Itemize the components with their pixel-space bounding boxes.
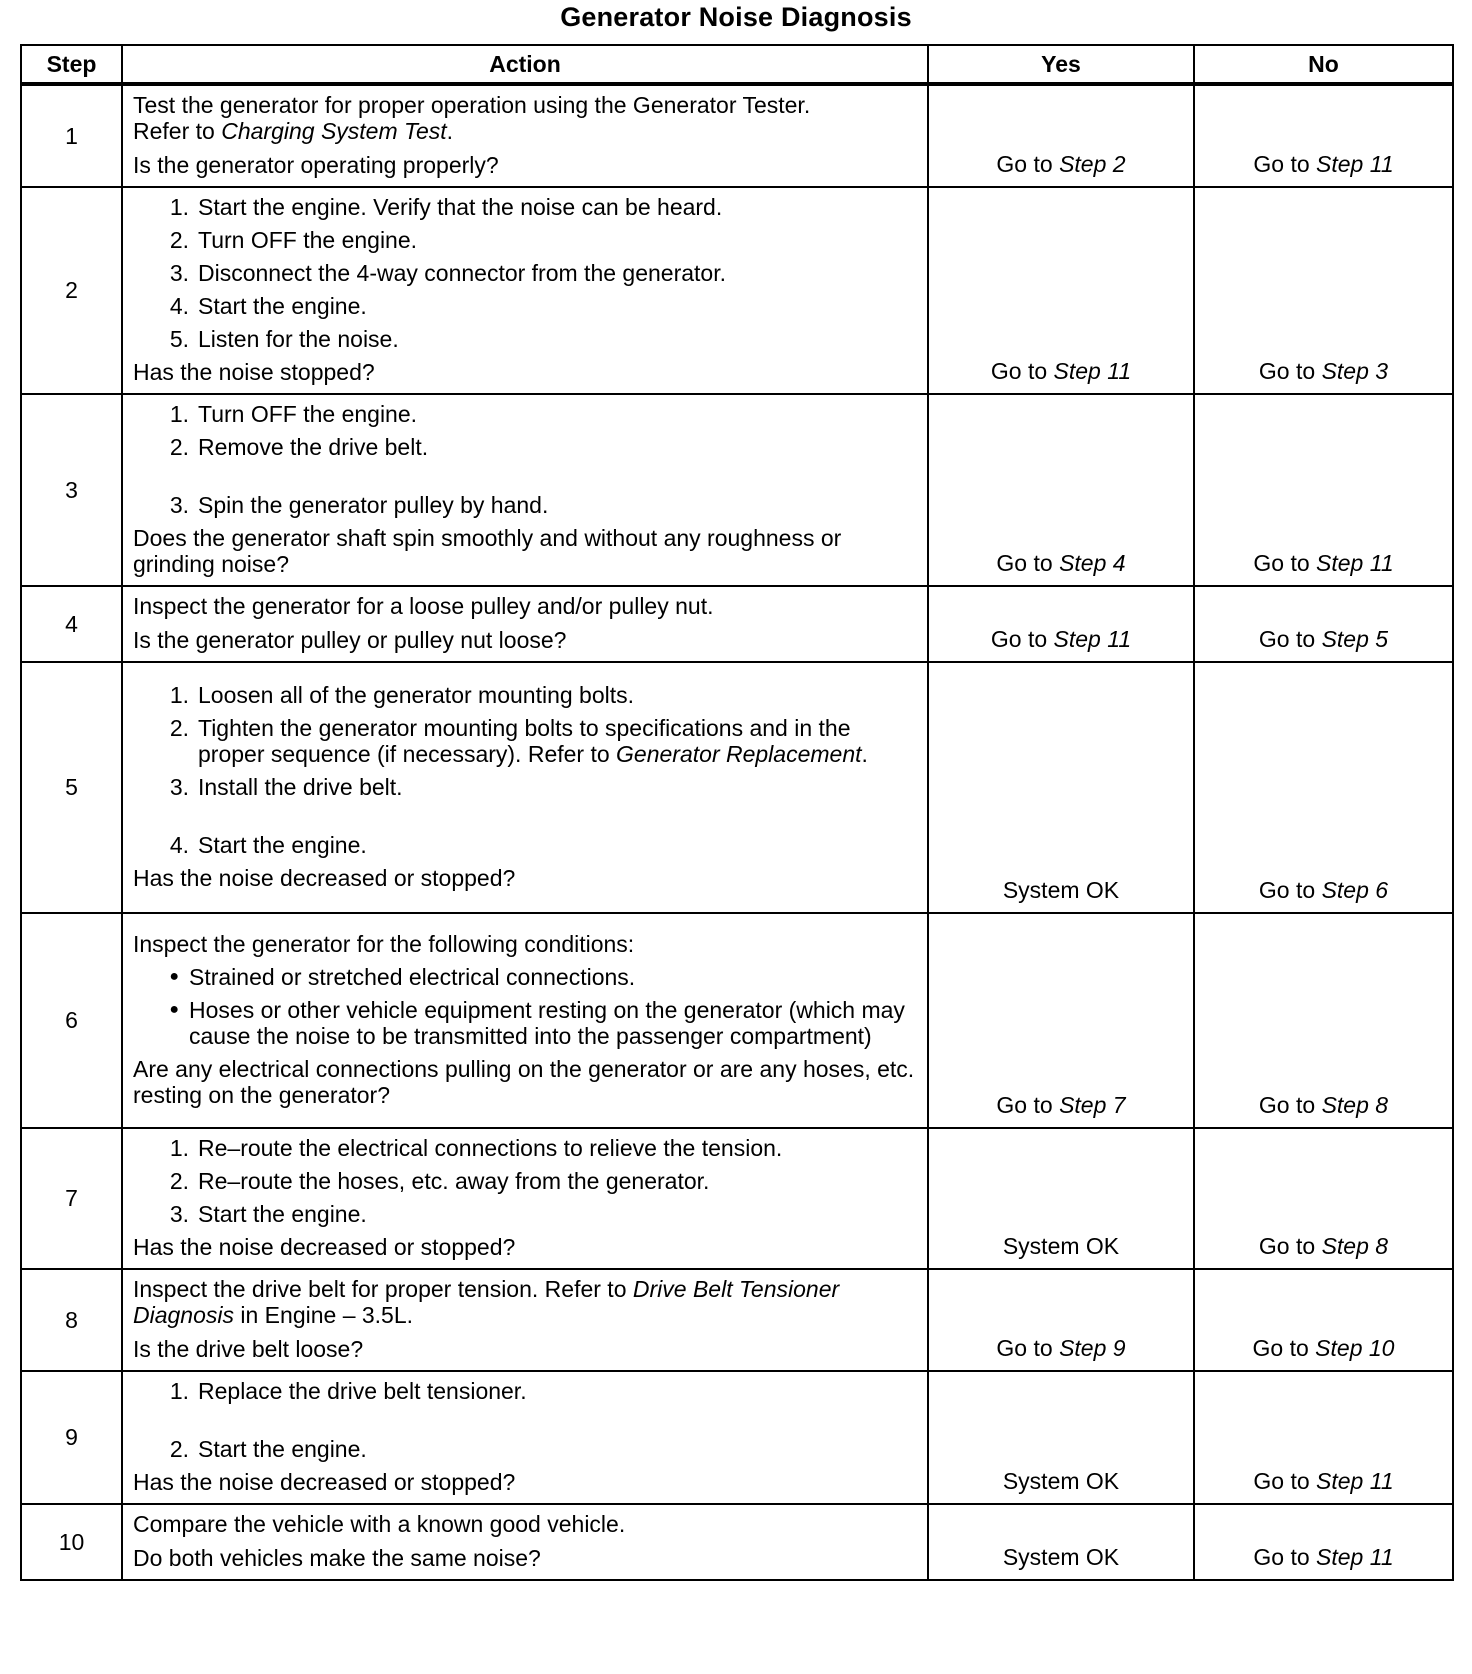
yes-cell: Go to Step 11 xyxy=(928,187,1194,394)
header-yes: Yes xyxy=(928,45,1194,84)
action-question: Do both vehicles make the same noise? xyxy=(133,1545,541,1571)
list-item: 3. Start the engine. xyxy=(169,1201,367,1227)
action-cell xyxy=(122,1128,928,1269)
step-number: 7 xyxy=(21,1128,122,1269)
table-row xyxy=(21,1504,1453,1580)
action-cell xyxy=(122,586,928,662)
list-item: 2. Turn OFF the engine. xyxy=(169,227,418,253)
action-intro: Inspect the generator for the following conditions: xyxy=(133,931,635,957)
page-title: Generator Noise Diagnosis xyxy=(560,2,912,32)
step-number: 4 xyxy=(21,586,122,662)
header-step: Step xyxy=(21,45,122,84)
table-row xyxy=(21,662,1453,913)
list-item: 2. Re–route the hoses, etc. away from the generator. xyxy=(169,1168,710,1194)
table-header-row xyxy=(21,45,1453,84)
yes-cell: System OK xyxy=(928,1504,1194,1580)
yes-cell: Go to Step 11 xyxy=(928,586,1194,662)
list-item: 3. Disconnect the 4-way connector from the generator. xyxy=(169,260,727,286)
action-cell xyxy=(122,913,928,1128)
action-question: Is the generator operating properly? xyxy=(133,152,499,178)
action-intro: Inspect the drive belt for proper tension. Refer to Drive Belt Tensioner Diagnosis in Engine – 3.5L. xyxy=(133,1276,840,1328)
action-question: Is the generator pulley or pulley nut loose? xyxy=(133,627,567,653)
bullet-item: ● Strained or stretched electrical connections. xyxy=(169,964,636,990)
list-item: 1. Re–route the electrical connections to relieve the tension. xyxy=(169,1135,783,1161)
no-cell: Go to Step 8 xyxy=(1194,1128,1453,1269)
table-row xyxy=(21,84,1453,187)
action-question: Has the noise decreased or stopped? xyxy=(133,1234,516,1260)
table-row xyxy=(21,187,1453,394)
action-cell xyxy=(122,187,928,394)
diagnosis-table xyxy=(20,44,1454,1581)
action-question: Has the noise decreased or stopped? xyxy=(133,865,516,891)
list-item: 1. Start the engine. Verify that the noise can be heard. xyxy=(169,194,723,220)
header-action: Action xyxy=(122,45,928,84)
yes-cell: Go to Step 9 xyxy=(928,1269,1194,1371)
list-item: 2. Start the engine. xyxy=(169,1436,367,1462)
no-cell: Go to Step 5 xyxy=(1194,586,1453,662)
list-item: 4. Start the engine. xyxy=(169,832,367,858)
action-question: Does the generator shaft spin smoothly and without any roughness or grinding noise? xyxy=(133,525,842,577)
action-question: Is the drive belt loose? xyxy=(133,1336,364,1362)
header-no: No xyxy=(1194,45,1453,84)
yes-cell: System OK xyxy=(928,1128,1194,1269)
yes-cell: System OK xyxy=(928,1371,1194,1504)
no-cell: Go to Step 11 xyxy=(1194,1371,1453,1504)
list-item: 1. Loosen all of the generator mounting bolts. xyxy=(169,682,635,708)
action-intro: Inspect the generator for a loose pulley and/or pulley nut. xyxy=(133,593,714,619)
table-row xyxy=(21,913,1453,1128)
step-number: 3 xyxy=(21,394,122,586)
action-cell xyxy=(122,1504,928,1580)
table-row xyxy=(21,394,1453,586)
action-reference: Refer to Charging System Test. xyxy=(133,118,454,144)
action-cell xyxy=(122,394,928,586)
table-row xyxy=(21,1128,1453,1269)
action-cell xyxy=(122,1371,928,1504)
table-row xyxy=(21,586,1453,662)
list-item: 1. Turn OFF the engine. xyxy=(169,401,418,427)
yes-cell: System OK xyxy=(928,662,1194,913)
list-item: 2. Tighten the generator mounting bolts to specifications and in the proper sequence (if necessary). Refer to Generator Replacement. xyxy=(169,715,868,767)
no-cell: Go to Step 8 xyxy=(1194,913,1453,1128)
action-cell xyxy=(122,84,928,187)
table-row xyxy=(21,1269,1453,1371)
no-cell: Go to Step 6 xyxy=(1194,662,1453,913)
action-question: Has the noise stopped? xyxy=(133,359,375,385)
list-item: 3. Install the drive belt. xyxy=(169,774,403,800)
action-question: Has the noise decreased or stopped? xyxy=(133,1469,516,1495)
step-number: 5 xyxy=(21,662,122,913)
action-cell xyxy=(122,1269,928,1371)
no-cell: Go to Step 11 xyxy=(1194,394,1453,586)
action-cell xyxy=(122,662,928,913)
step-number: 6 xyxy=(21,913,122,1128)
yes-cell: Go to Step 7 xyxy=(928,913,1194,1128)
yes-cell: Go to Step 2 xyxy=(928,84,1194,187)
step-number: 2 xyxy=(21,187,122,394)
no-cell: Go to Step 11 xyxy=(1194,1504,1453,1580)
list-item: 4. Start the engine. xyxy=(169,293,367,319)
action-question: Are any electrical connections pulling on the generator or are any hoses, etc. resting on the generator? xyxy=(133,1056,915,1108)
action-intro: Test the generator for proper operation using the Generator Tester. xyxy=(133,92,811,118)
yes-cell: Go to Step 4 xyxy=(928,394,1194,586)
step-number: 1 xyxy=(21,84,122,187)
no-cell: Go to Step 3 xyxy=(1194,187,1453,394)
no-cell: Go to Step 11 xyxy=(1194,84,1453,187)
no-cell: Go to Step 10 xyxy=(1194,1269,1453,1371)
step-number: 8 xyxy=(21,1269,122,1371)
step-number: 9 xyxy=(21,1371,122,1504)
action-intro: Compare the vehicle with a known good vehicle. xyxy=(133,1511,626,1537)
list-item: 3. Spin the generator pulley by hand. xyxy=(169,492,549,518)
step-number: 10 xyxy=(21,1504,122,1580)
table-row xyxy=(21,1371,1453,1504)
list-item: 2. Remove the drive belt. xyxy=(169,434,429,460)
bullet-item: ● Hoses or other vehicle equipment resting on the generator (which may cause the noise to be transmitted into the passenger compartment) xyxy=(169,997,905,1049)
list-item: 5. Listen for the noise. xyxy=(169,326,399,352)
list-item: 1. Replace the drive belt tensioner. xyxy=(169,1378,527,1404)
